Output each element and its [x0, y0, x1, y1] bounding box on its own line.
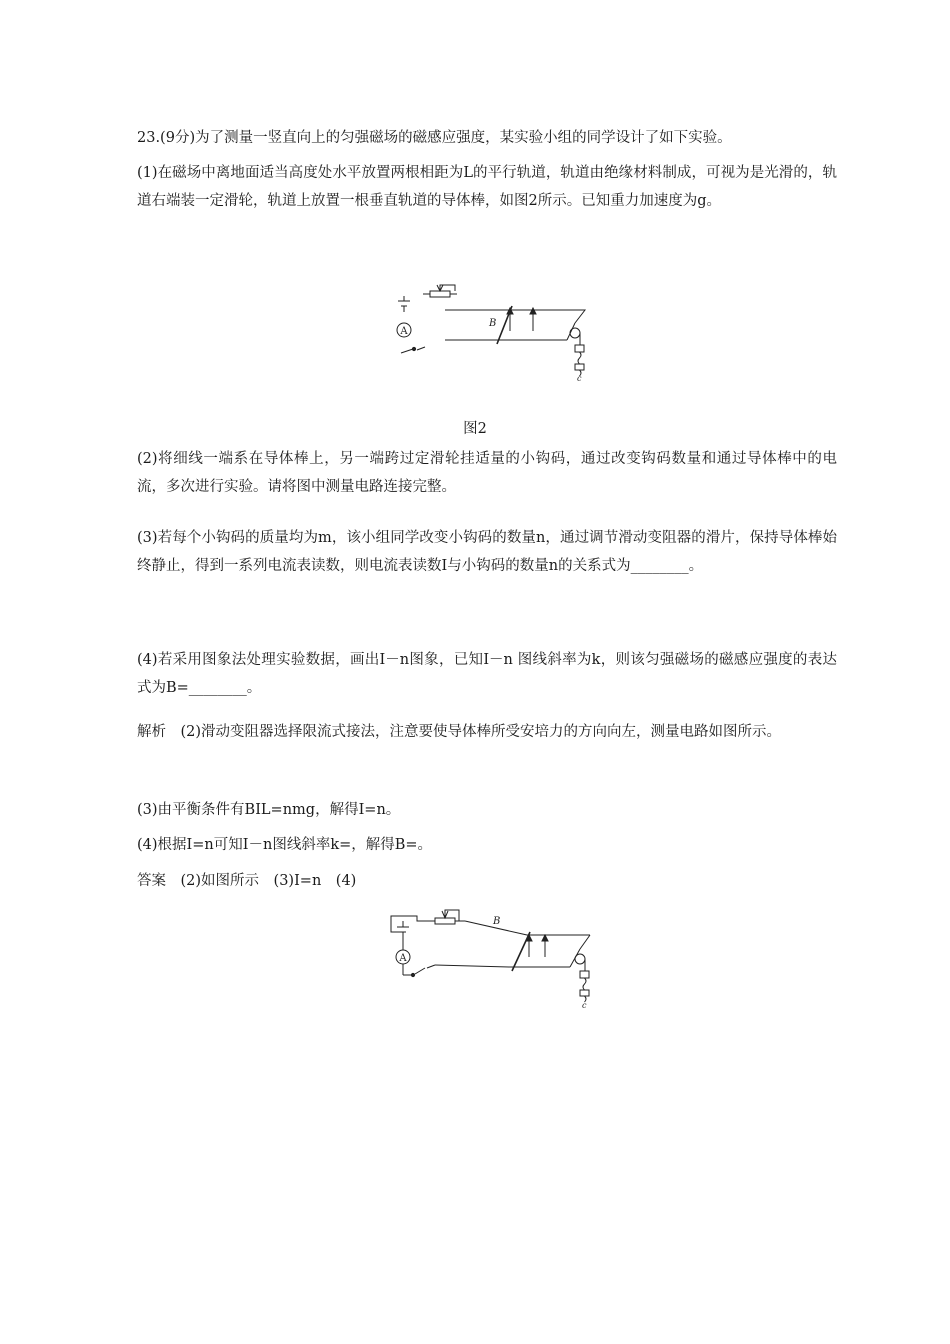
rail-top [445, 310, 585, 323]
switch-symbol [415, 968, 425, 974]
switch-symbol [401, 349, 413, 353]
hook-mass [575, 345, 584, 352]
question-part-1: (1)在磁场中离地面适当高度处水平放置两根相距为L的平行轨道，轨道由绝缘材料制成，可视为是光滑的，轨道右端装一定滑轮，轨道上放置一根垂直轨道的导体棒，如图2所示。已知重力加速度为g。 [137, 165, 837, 209]
pulley [570, 328, 580, 338]
mass-label: c [582, 1001, 587, 1010]
question-stem: 23.(9分)为了测量一竖直向上的匀强磁场的磁感应强度，某实验小组的同学设计了如下实验。 [137, 130, 732, 146]
question-part-4: (4)若采用图象法处理实验数据，画出I－n图象，已知I－n 图线斜率为k，则该匀强磁场的磁感应强度的表达式为B=________。 [137, 652, 837, 696]
field-label: B [489, 318, 497, 329]
figure-2-diagram [385, 283, 595, 383]
answer-line: 答案 (2)如图所示 (3)I=n (4) [137, 873, 357, 889]
answer-diagram [385, 905, 600, 1010]
analysis-part-2: 解析 (2)滑动变阻器选择限流式接法，注意要使导体棒所受安培力的方向向左，测量电路如图所示。 [137, 724, 782, 740]
analysis-part-3: (3)由平衡条件有BIL=nmg，解得I=n。 [137, 802, 401, 818]
field-label: B [493, 916, 501, 927]
pulley [575, 954, 585, 964]
mass-label: c [577, 374, 582, 383]
question-part-3: (3)若每个小钩码的质量均为m，该小组同学改变小钩码的数量n，通过调节滑动变阻器的滑片，保持导体棒始终静止，得到一系列电流表读数，则电流表读数I与小钩码的数量n的关系式为________。 [137, 530, 837, 574]
question-part-2: (2)将细线一端系在导体棒上，另一端跨过定滑轮挂适量的小钩码，通过改变钩码数量和通过导体棒中的电流，多次进行实验。请将图中测量电路连接完整。 [137, 451, 837, 495]
ammeter-label: A [399, 953, 407, 964]
ammeter-label: A [400, 326, 408, 337]
figure-caption: 图2 [463, 421, 487, 437]
hook-mass [580, 971, 589, 978]
analysis-part-4: (4)根据I=n可知I－n图线斜率k=，解得B=。 [137, 837, 433, 853]
